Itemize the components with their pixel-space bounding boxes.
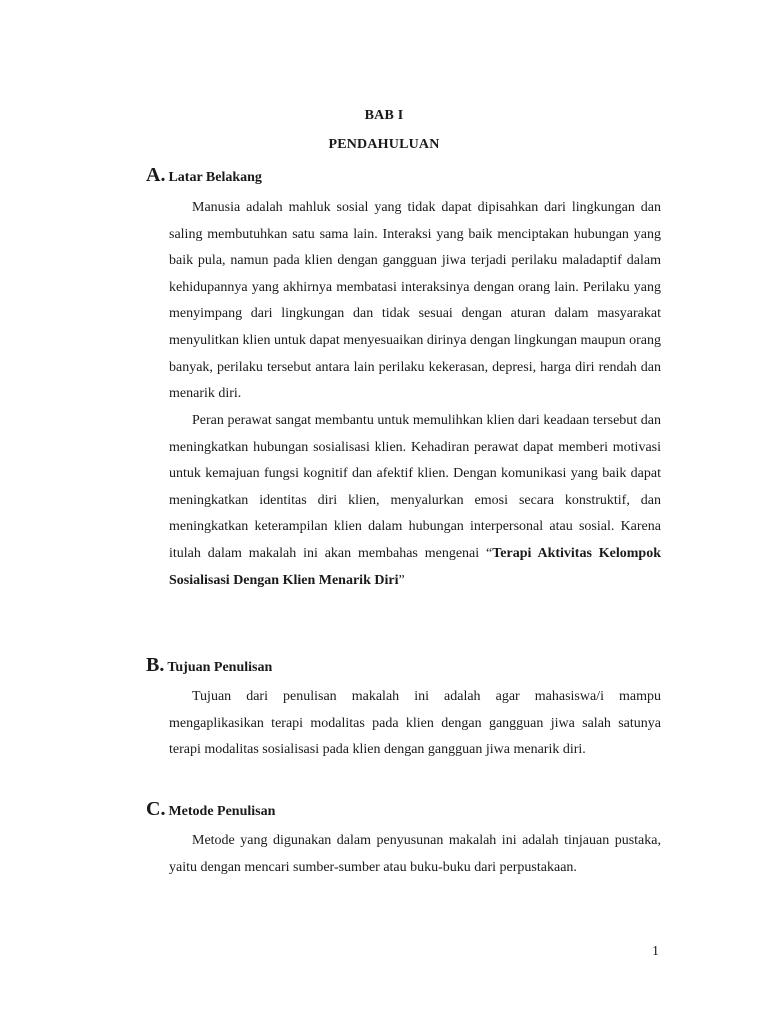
paragraph-bold-title: Terapi Aktivitas Kelompok Sosialisasi Dengan Klien Menarik Diri (169, 545, 661, 588)
paragraph-tujuan-penulisan: Tujuan dari penulisan makalah ini adalah agar mahasiswa/i mampu mengaplikasikan terapi modalitas pada klien dengan gangguan jiwa salah satunya terapi modalitas sosialisasi pada klien dengan gangguan jiwa menarik diri. (169, 689, 661, 758)
paragraph-closing-quote: ” (398, 572, 405, 588)
section-letter: C. (146, 798, 166, 820)
section-heading-c (146, 798, 275, 821)
page-number: 1 (652, 944, 659, 959)
chapter-title: PENDAHULUAN (328, 137, 440, 152)
section-title: Metode Penulisan (168, 804, 276, 819)
paragraph-metode-penulisan: Metode yang digunakan dalam penyusunan makalah ini adalah tinjauan pustaka, yaitu dengan mencari sumber-sumber atau buku-buku dari perpustakaan. (169, 833, 661, 875)
section-letter: A. (146, 164, 166, 186)
section-letter: B. (146, 654, 165, 676)
paragraph-latar-belakang-2 (169, 408, 661, 594)
chapter-number: BAB I (364, 108, 404, 123)
paragraph-latar-belakang-1: Manusia adalah mahluk sosial yang tidak dapat dipisahkan dari lingkungan dan saling membutuhkan satu sama lain. Interaksi yang baik menciptakan hubungan yang baik pula, namun pada klien dengan gangguan jiwa terjadi perilaku maladaptif dalam kehidupannya yang akhirnya membatasi interaksinya dengan orang lain. Perilaku yang menyimpang dari lingkungan dan tidak sesuai dengan aturan dalam masyarakat menyulitkan klien untuk dapat menyesuaikan dirinya dengan lingkungan maupun orang banyak, perilaku tersebut antara lain perilaku kekerasan, depresi, harga diri rendah dan menarik diri. (169, 200, 661, 402)
section-heading-a (146, 164, 262, 187)
paragraph-text: Peran perawat sangat membantu untuk memulihkan klien dari keadaan tersebut dan meningkatkan hubungan sosialisasi klien. Kehadiran perawat dapat memberi motivasi untuk kemajuan fungsi kognitif dan afektif klien. Dengan komunikasi yang baik dapat meningkatkan identitas diri klien, menyalurkan emosi secara konstruktif, dan meningkatkan keterampilan klien dalam hubungan interpersonal atau sosial. Karena itulah dalam makalah ini akan membahas mengenai “ (169, 413, 661, 561)
section-title: Tujuan Penulisan (167, 660, 273, 675)
section-heading-b (146, 654, 272, 677)
section-title: Latar Belakang (168, 170, 262, 185)
